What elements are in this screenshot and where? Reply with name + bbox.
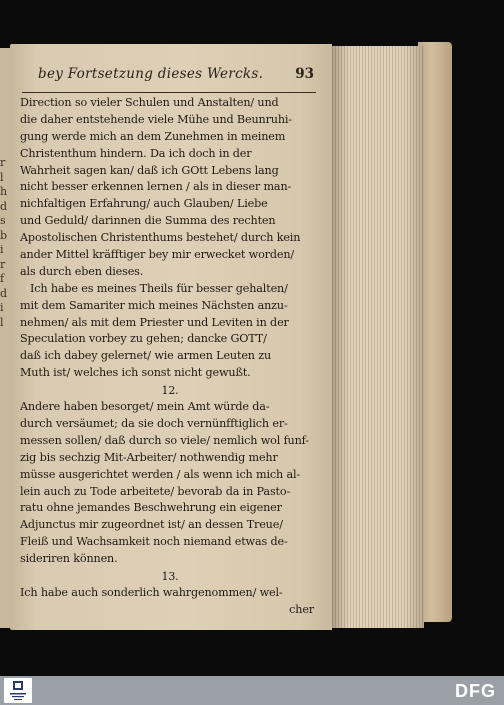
paragraph-block-13	[20, 585, 320, 602]
previous-page-letter: b	[0, 228, 8, 242]
dfg-logo: DFG	[455, 681, 496, 701]
page-body	[20, 95, 320, 619]
text-line: zig bis sechzig Mit-Arbeiter/ nothwendig mehr	[20, 450, 278, 464]
text-line: lein auch zu Tode arbeitete/ bevorab da in Pasto-	[20, 484, 291, 498]
previous-page-letter: s	[0, 214, 6, 227]
viewer-footer-bar	[0, 676, 504, 705]
text-line: durch versäumet; da sie doch vernünfftiglich er-	[20, 417, 288, 431]
text-line: gung werde mich an dem Zunehmen in meinem	[20, 129, 286, 143]
text-line: sideriren können.	[20, 552, 118, 566]
previous-page-letter: l	[0, 170, 4, 184]
running-header	[28, 66, 318, 88]
text-line: müsse ausgerichtet werden / als wenn ich mich al-	[20, 467, 301, 481]
header-rule	[22, 92, 316, 93]
text-line: Muth ist/ welches ich sonst nicht gewußt.	[20, 366, 251, 380]
text-line: daß ich dabey gelernet/ wie armen Leuten zu	[20, 349, 272, 363]
paragraph-block-12	[20, 399, 320, 568]
text-line: Speculation vorbey zu gehen; dancke GOTT/	[20, 332, 267, 346]
library-crest-icon	[4, 678, 32, 703]
text-line: Adjunctus mir zugeordnet ist/ an dessen Treue/	[20, 518, 283, 532]
previous-page-letter: r	[0, 257, 6, 271]
paragraph-block-11	[20, 95, 320, 382]
text-line: nichfaltigen Erfahrung/ auch Glauben/ Liebe	[20, 197, 268, 211]
previous-page-letter: f	[0, 272, 5, 285]
running-title: bey Fortsetzung dieses Wercks.	[38, 66, 264, 82]
text-line: nicht besser erkennen lernen / als in dieser man-	[20, 180, 292, 194]
previous-page-letter: d	[0, 286, 8, 300]
section-number: 12.	[161, 384, 179, 398]
text-line: Wahrheit sagen kan/ daß ich GOtt Lebens lang	[20, 163, 279, 177]
text-line: Ich habe auch sonderlich wahrgenommen/ wel-	[20, 586, 283, 600]
catchword: cher	[289, 602, 314, 616]
text-line: ander Mittel kräfftiger bey mir erwecket worden/	[20, 248, 295, 262]
previous-page-letter: d	[0, 199, 8, 213]
previous-page-letter: h	[0, 185, 8, 198]
text-line: als durch eben dieses.	[20, 264, 144, 278]
text-line: messen sollen/ daß durch so viele/ nemlich wol funf-	[20, 433, 309, 447]
previous-page-letter: i	[0, 301, 4, 314]
previous-page-letter: i	[0, 243, 4, 256]
section-heading-13	[20, 568, 320, 585]
page-stack-edges	[324, 46, 424, 628]
text-line: und Geduld/ darinnen die Summa des rechten	[20, 214, 276, 228]
text-line: Ich habe es meines Theils für besser gehalten/	[30, 281, 288, 295]
text-line: mit dem Samariter mich meines Nächsten anzu-	[20, 298, 288, 312]
text-line: die daher entstehende viele Mühe und Beunruhi-	[20, 112, 292, 126]
text-line: Fleiß und Wachsamkeit noch niemand etwas de-	[20, 535, 288, 549]
previous-page-letter: r	[0, 156, 6, 169]
previous-page-fragments	[0, 156, 10, 330]
page-number: 93	[295, 66, 314, 82]
text-line: ratu ohne jemandes Beschwehrung ein eigener	[20, 501, 282, 515]
section-heading-12	[20, 382, 320, 399]
previous-page-letter: l	[0, 315, 4, 329]
text-line: Andere haben besorget/ mein Amt würde da-	[20, 400, 270, 414]
previous-page-edge	[0, 48, 10, 628]
text-line: Christenthum hindern. Da ich doch in der	[20, 146, 252, 160]
text-line: nehmen/ als mit dem Priester und Leviten in der	[20, 315, 289, 329]
text-line: Direction so vieler Schulen und Anstalten/ und	[20, 96, 279, 109]
section-number: 13.	[161, 570, 179, 584]
text-line: Apostolischen Christenthums bestehet/ durch kein	[20, 231, 301, 245]
